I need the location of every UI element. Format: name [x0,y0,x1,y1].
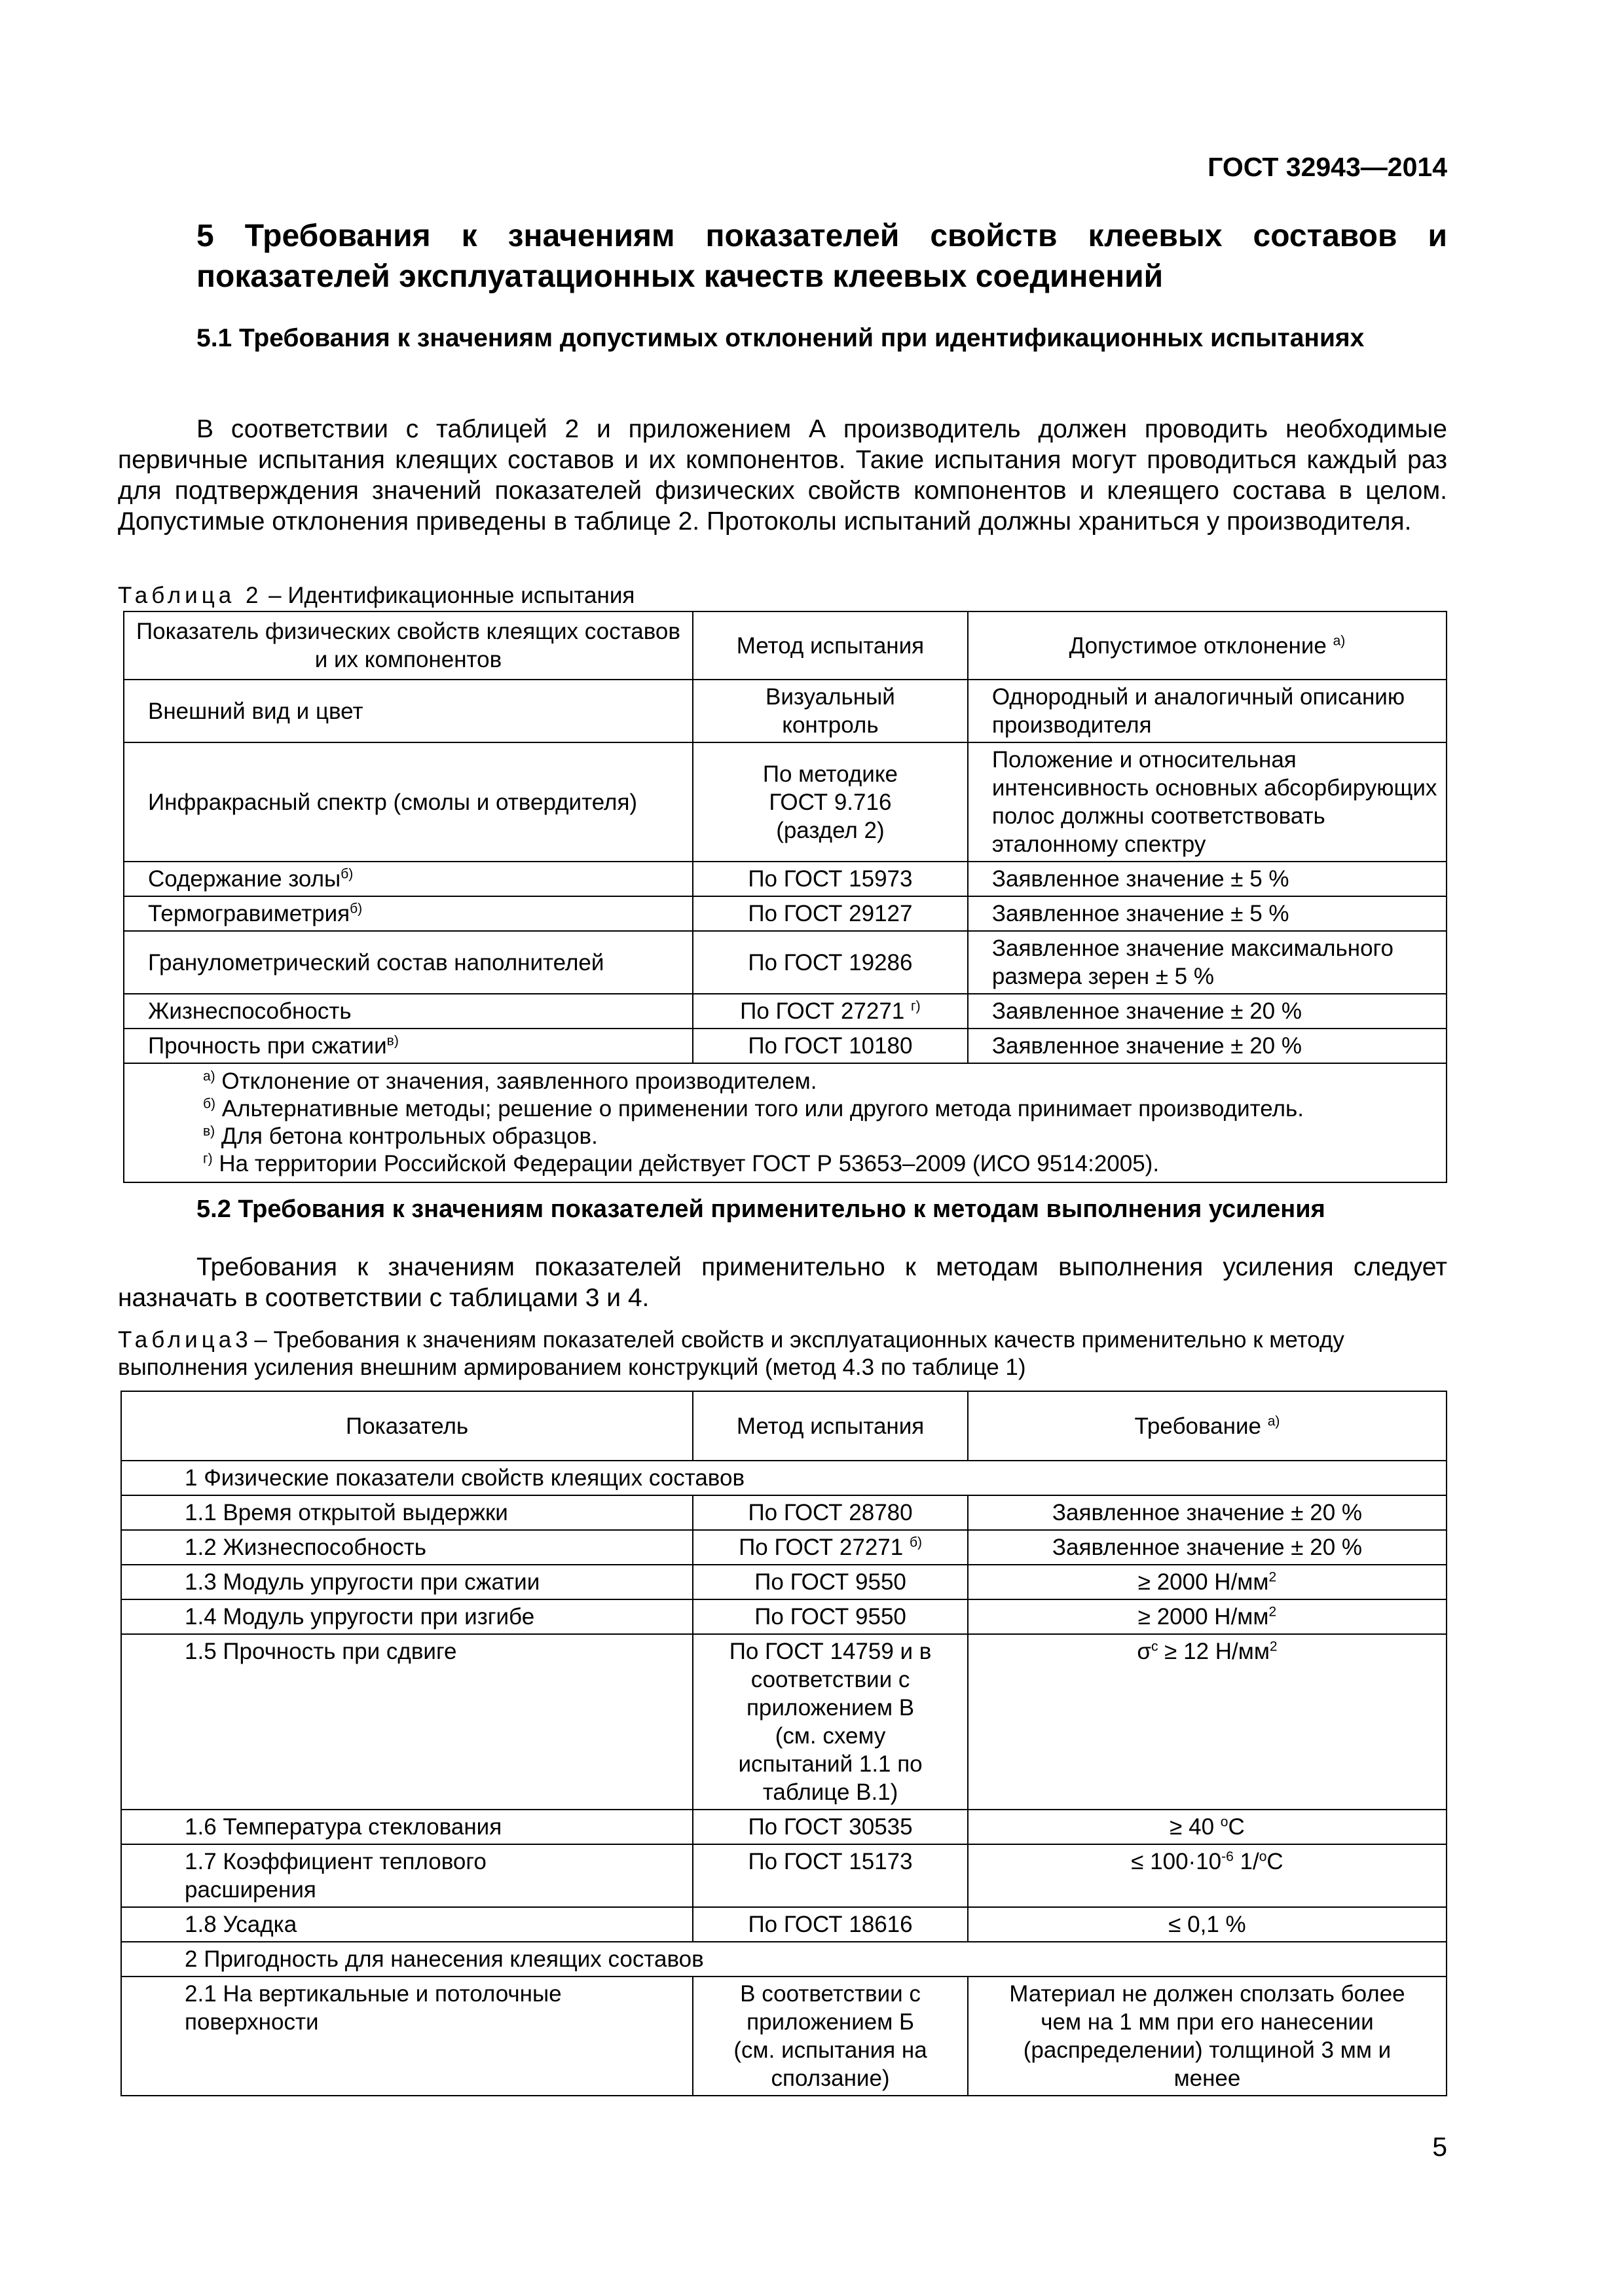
table-2-caption-text: – Идентификационные испытания [262,583,635,608]
table-2-indicator-cell [124,931,693,994]
table-row [124,931,1447,994]
table-3-group-row [121,1461,1447,1495]
table-3-group-2: 2 Пригодность для нанесения клеящих составов [121,1942,1447,1977]
table-3-indicator-cell: 1.3 Модуль упругости при сжатии [121,1565,693,1599]
sigma-superscript: c [1151,1639,1158,1654]
requirement-superscript: о [1220,1814,1228,1830]
table-row [124,680,1447,742]
footnote-mark: в) [203,1123,215,1139]
table-2-header-method: Метод испытания [693,611,968,680]
table-3-indicator-cell: 1.2 Жизнеспособность [121,1530,693,1565]
table-3-caption [118,1326,1447,1381]
method-text: По методике ГОСТ 9.716 (раздел 2) [762,761,898,843]
deviation-text: Заявленное значение максимального размера зерен ± 5 % [991,936,1393,989]
table-3-caption-label: Таблица [118,1327,236,1353]
table-2-deviation-cell [968,680,1447,742]
table-row [121,1530,1447,1565]
table-3-method-cell [693,1495,968,1530]
table-2-method-cell [693,931,968,994]
table-row [121,1844,1447,1907]
table-2-deviation-cell [968,931,1447,994]
section-5-1-title: 5.1 Требования к значениям допустимых отклонений при идентификационных испытаниях [196,324,1365,352]
requirement-superscript: о [1259,1849,1267,1865]
table-row [124,862,1447,896]
table-2-indicator-cell [124,680,693,742]
footnote-mark: а) [1267,1413,1280,1429]
method-text: По ГОСТ 30535 [748,1814,913,1840]
table-3-requirement-cell [968,1844,1447,1907]
page-number: 5 [1432,2132,1447,2162]
deviation-text: Заявленное значение ± 20 % [991,998,1302,1024]
table-3-indicator-cell: 1.4 Модуль упругости при изгибе [121,1599,693,1634]
requirement-text: Заявленное значение ± 20 % [1052,1535,1363,1560]
table-3-method-cell [693,1565,968,1599]
method-text: По ГОСТ 15173 [748,1849,913,1874]
table-2-indicator-cell [124,896,693,931]
section-5-2-paragraph: Требования к значениям показателей применительно к методам выполнения усиления следует назначать в соответствии с таблицами 3 и 4. [118,1253,1447,1312]
method-text: По ГОСТ 14759 и в соответствии с приложением В (см. схему испытаний 1.1 по таблице В.1) [729,1639,932,1805]
requirement-text: ≥ 2000 Н/мм [1137,1604,1269,1630]
table-3-method-cell [693,1810,968,1844]
requirement-text: ≥ 40 [1170,1814,1221,1840]
table-3-header [121,1391,1447,1461]
deviation-text: Заявленное значение ± 5 % [991,901,1289,926]
table-3 [120,1391,1447,2096]
table-row [124,1029,1447,1063]
deviation-text: Однородный и аналогичный описанию производителя [991,684,1405,738]
table-2-method-cell [693,680,968,742]
table-2-header-indicator: Показатель физических свойств клеящих составов и их компонентов [124,611,693,680]
footnote-mark: б) [909,1535,922,1550]
method-text: По ГОСТ 9550 [754,1604,906,1630]
table-3-header-requirement-text: Требование [1134,1413,1261,1439]
table-2-deviation-cell [968,862,1447,896]
table-row [124,742,1447,862]
table-2-deviation-cell [968,742,1447,862]
requirement-superscript: 2 [1269,1639,1278,1654]
table-2-caption [118,582,635,610]
table-row [121,1977,1447,2096]
note-text: Альтернативные методы; решение о применении того или другого метода принимает производитель. [215,1096,1304,1121]
table-2-deviation-cell [968,994,1447,1029]
note-text: Для бетона контрольных образцов. [215,1123,598,1149]
table-3-indicator-cell: 1.6 Температура стеклования [121,1810,693,1844]
table-2-method-cell [693,862,968,896]
table-2-method-cell [693,896,968,931]
requirement-unit: С [1266,1849,1283,1874]
table-3-method-cell [693,1530,968,1565]
table-2-caption-label: Таблица 2 [118,583,263,608]
note-text: Отклонение от значения, заявленного производителем. [215,1068,817,1094]
table-3-requirement-cell [968,1565,1447,1599]
indicator-text: Внешний вид и цвет [148,698,363,724]
note-text: На территории Российской Федерации действует ГОСТ Р 53653–2009 (ИСО 9514:2005). [212,1151,1160,1176]
section-5-2-title: 5.2 Требования к значениям показателей применительно к методам выполнения усиления [196,1195,1325,1223]
table-3-requirement-cell [968,1907,1447,1942]
deviation-text: Заявленное значение ± 20 % [991,1033,1302,1059]
table-row [121,1810,1447,1844]
table-3-body-2 [121,1977,1447,2096]
table-3-method-cell [693,1599,968,1634]
method-text: Визуальный контроль [766,684,895,738]
table-3-indicator-cell: 1.5 Прочность при сдвиге [121,1634,693,1810]
footnote-mark: г) [203,1151,213,1167]
table-3-caption-text: – Требования к значениям показателей свойств и эксплуатационных качеств применительно к методу выполнения усиления внешним армированием конструкций (метод 4.3 по таблице 1) [118,1327,1344,1380]
method-text: По ГОСТ 28780 [748,1500,913,1525]
table-2-deviation-cell [968,1029,1447,1063]
method-text: По ГОСТ 27271 [739,1535,904,1560]
footnote-mark: а) [1333,632,1346,648]
requirement-text: ≥ 12 Н/мм [1158,1639,1270,1664]
table-2-body [124,680,1447,1063]
method-text: По ГОСТ 10180 [748,1033,913,1059]
table-2-method-cell [693,1029,968,1063]
section-5-1-paragraph: В соответствии с таблицей 2 и приложением А производитель должен проводить необходимые первичные испытания клеящих составов и их компонентов. Такие испытания могут проводиться каждый раз для подтверждения значений показателей физических свойств компонентов и клеящего состава в целом. Допустимые отклонения приведены в таблице 2. Протоколы испытаний должны храниться у производителя. [118,415,1447,536]
section-5-title: 5 Требования к значениям показателей свойств клеевых составов и показателей эксплуатационных качеств клеевых соединений [196,219,1447,294]
table-3-header-requirement [968,1391,1447,1461]
footnote-mark: б) [350,901,363,917]
method-text: По ГОСТ 9550 [754,1569,906,1595]
table-2-header [124,611,1447,680]
table-3-requirement-cell [968,1495,1447,1530]
table-2-method-cell [693,994,968,1029]
deviation-text: Положение и относительная интенсивность основных абсорбирующих полос должны соответствовать эталонному спектру [991,747,1437,857]
method-text: По ГОСТ 19286 [748,949,913,975]
indicator-text: Гранулометрический состав наполнителей [148,949,604,975]
method-text: По ГОСТ 29127 [748,901,913,926]
table-note [203,1150,1439,1178]
table-3-body-1 [121,1495,1447,1942]
requirement-text: ≤ 0,1 % [1168,1912,1246,1937]
requirement-superscript: 2 [1268,1604,1277,1620]
table-2-notes [124,1063,1447,1182]
footnote-mark: б) [203,1096,216,1112]
table-2-header-deviation [968,611,1447,680]
method-text: По ГОСТ 15973 [748,866,913,892]
table-3-requirement-cell [968,1530,1447,1565]
table-2-indicator-cell [124,742,693,862]
requirement-unit: 1/ [1233,1849,1259,1874]
requirement-unit: С [1228,1814,1245,1840]
table-row [124,896,1447,931]
table-note [203,1095,1439,1123]
table-3-group-row [121,1942,1447,1977]
footnote-mark: в) [386,1033,399,1049]
table-row [121,1599,1447,1634]
table-row [124,994,1447,1029]
table-3-header-indicator: Показатель [121,1391,693,1461]
requirement-text: Заявленное значение ± 20 % [1052,1500,1363,1525]
table-row [121,1565,1447,1599]
requirement-text: ≥ 2000 Н/мм [1137,1569,1269,1595]
table-3-caption-number: 3 [235,1327,248,1353]
indicator-text: Термогравиметрия [148,901,350,926]
table-3-indicator-cell: 1.1 Время открытой выдержки [121,1495,693,1530]
indicator-text: Жизнеспособность [148,998,352,1024]
table-3-method-cell: В соответствии с приложением Б (см. испытания на сползание) [693,1977,968,2096]
table-3-requirement-cell [968,1599,1447,1634]
table-2-deviation-cell [968,896,1447,931]
footnote-mark: а) [203,1068,215,1084]
table-2 [123,611,1447,1183]
table-3-indicator-cell: 1.8 Усадка [121,1907,693,1942]
table-2-indicator-cell [124,994,693,1029]
table-2-method-cell [693,742,968,862]
table-3-requirement-cell: Материал не должен сползать более чем на 1 мм при его нанесении (распределении) толщиной 3 мм и менее [968,1977,1447,2096]
table-2-notes-cell [124,1063,1447,1182]
deviation-text: Заявленное значение ± 5 % [991,866,1289,892]
table-2-indicator-cell [124,862,693,896]
sigma-symbol: σ [1137,1639,1151,1664]
table-3-requirement-cell [968,1810,1447,1844]
table-row [121,1495,1447,1530]
table-row [121,1634,1447,1810]
table-3-method-cell [693,1844,968,1907]
table-3-group-1: 1 Физические показатели свойств клеящих составов [121,1461,1447,1495]
table-row [121,1907,1447,1942]
table-note [203,1123,1439,1150]
requirement-superscript: -6 [1221,1849,1234,1865]
requirement-superscript: 2 [1268,1569,1277,1585]
requirement-text: ≤ 100·10 [1131,1849,1222,1874]
table-3-method-cell [693,1907,968,1942]
indicator-text: Инфракрасный спектр (смолы и отвердителя) [148,789,638,815]
table-3-indicator-cell: 2.1 На вертикальные и потолочные поверхности [121,1977,693,2096]
footnote-mark: б) [341,866,354,882]
table-3-header-method: Метод испытания [693,1391,968,1461]
table-2-indicator-cell [124,1029,693,1063]
indicator-text: Прочность при сжатии [148,1033,387,1059]
table-2-header-deviation-text: Допустимое отклонение [1069,632,1327,659]
footnote-mark: г) [911,998,921,1014]
indicator-text: Содержание золы [148,866,341,892]
table-3-indicator-cell: 1.7 Коэффициент теплового расширения [121,1844,693,1907]
table-note [203,1068,1439,1095]
table-3-method-cell [693,1634,968,1810]
table-3-requirement-cell [968,1634,1447,1810]
method-text: По ГОСТ 18616 [748,1912,913,1937]
document-code: ГОСТ 32943—2014 [1208,152,1447,182]
method-text: По ГОСТ 27271 [740,998,905,1024]
